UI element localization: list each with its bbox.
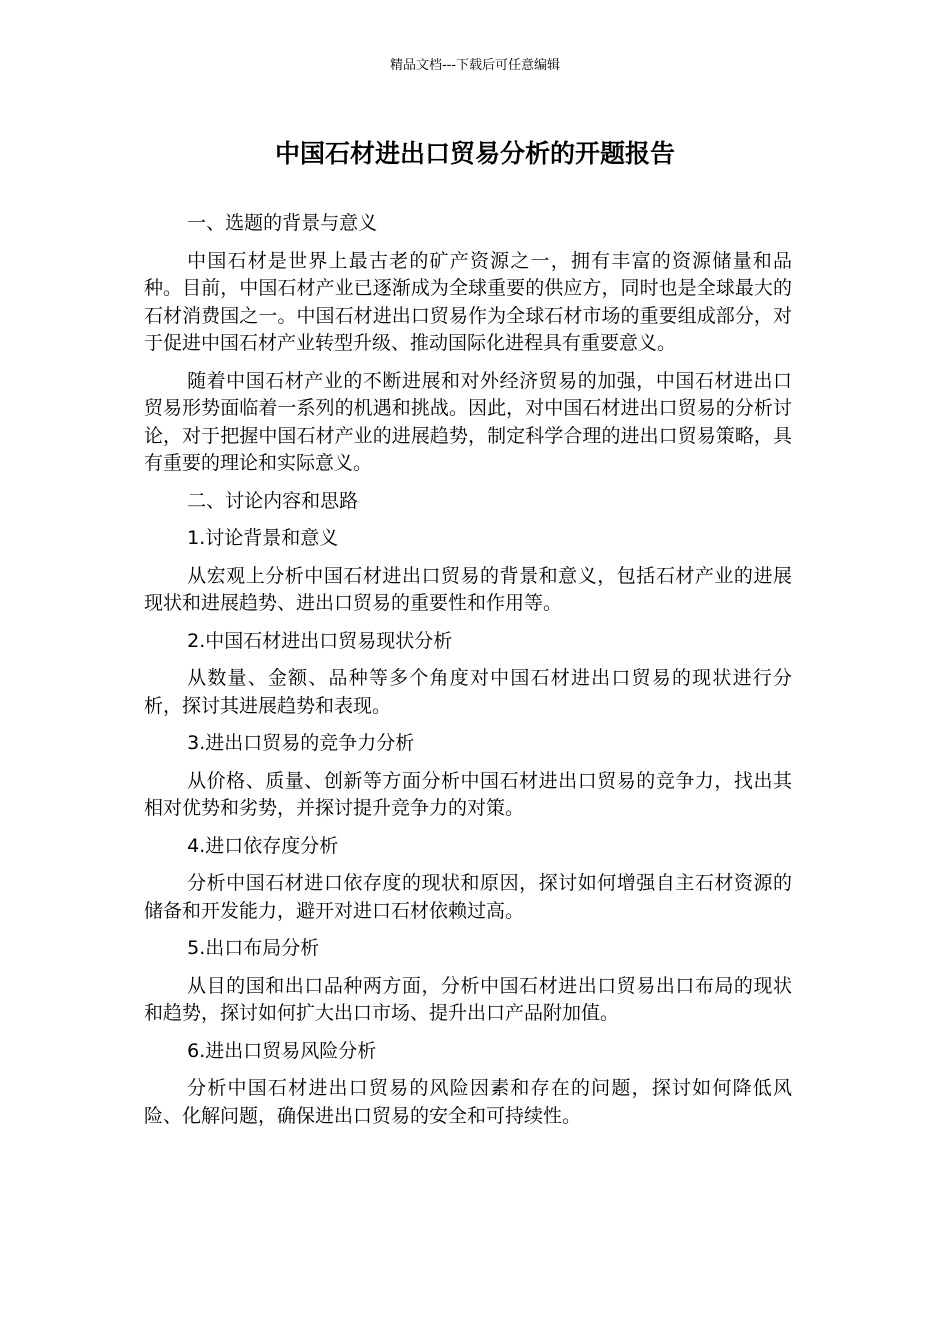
paragraph-sub-1: 从宏观上分析中国石材进出口贸易的背景和意义，包括石材产业的进展现状和进展趋势、进出口贸易的重要性和作用等。 <box>144 564 792 614</box>
subheading-4: 4.进口依存度分析 <box>187 834 339 857</box>
subheading-5: 5.出口布局分析 <box>187 937 320 959</box>
header-note: 精品文档---下载后可任意编辑 <box>389 58 561 73</box>
subheading-2: 2.中国石材进出口贸易现状分析 <box>187 629 453 652</box>
section-heading-content: 二、讨论内容和思路 <box>187 489 359 512</box>
paragraph-sub-4: 分析中国石材进口依存度的现状和原因，探讨如何增强自主石材资源的储备和开发能力，避开对进口石材依赖过高。 <box>144 872 792 922</box>
paragraph-background-1: 中国石材是世界上最古老的矿产资源之一，拥有丰富的资源储量和品种。目前，中国石材产业已逐渐成为全球重要的供应方，同时也是全球最大的石材消费国之一。中国石材进出口贸易作为全球石材市场的重要组成部分，对于促进中国石材产业转型升级、推动国际化进程具有重要意义。 <box>144 249 792 354</box>
subheading-6: 6.进出口贸易风险分析 <box>187 1039 377 1062</box>
paragraph-sub-6: 分析中国石材进出口贸易的风险因素和存在的问题，探讨如何降低风险、化解问题，确保进出口贸易的安全和可持续性。 <box>144 1077 792 1127</box>
subheading-1: 1.讨论背景和意义 <box>187 527 339 549</box>
document-title: 中国石材进出口贸易分析的开题报告 <box>274 139 675 168</box>
document-body <box>144 210 792 1140</box>
paragraph-sub-2: 从数量、金额、品种等多个角度对中国石材进出口贸易的现状进行分析，探讨其进展趋势和表现。 <box>144 667 792 717</box>
subheading-3: 3.进出口贸易的竞争力分析 <box>187 732 415 754</box>
section-heading-background: 一、选题的背景与意义 <box>187 212 378 234</box>
paragraph-sub-5: 从目的国和出口品种两方面，分析中国石材进出口贸易出口布局的现状和趋势，探讨如何扩大出口市场、提升出口产品附加值。 <box>144 974 792 1024</box>
paragraph-background-2: 随着中国石材产业的不断进展和对外经济贸易的加强，中国石材进出口贸易形势面临着一系列的机遇和挑战。因此，对中国石材进出口贸易的分析讨论，对于把握中国石材产业的进展趋势，制定科学合理的进出口贸易策略，具有重要的理论和实际意义。 <box>144 369 792 474</box>
paragraph-sub-3: 从价格、质量、创新等方面分析中国石材进出口贸易的竞争力，找出其相对优势和劣势，并探讨提升竞争力的对策。 <box>144 769 792 819</box>
